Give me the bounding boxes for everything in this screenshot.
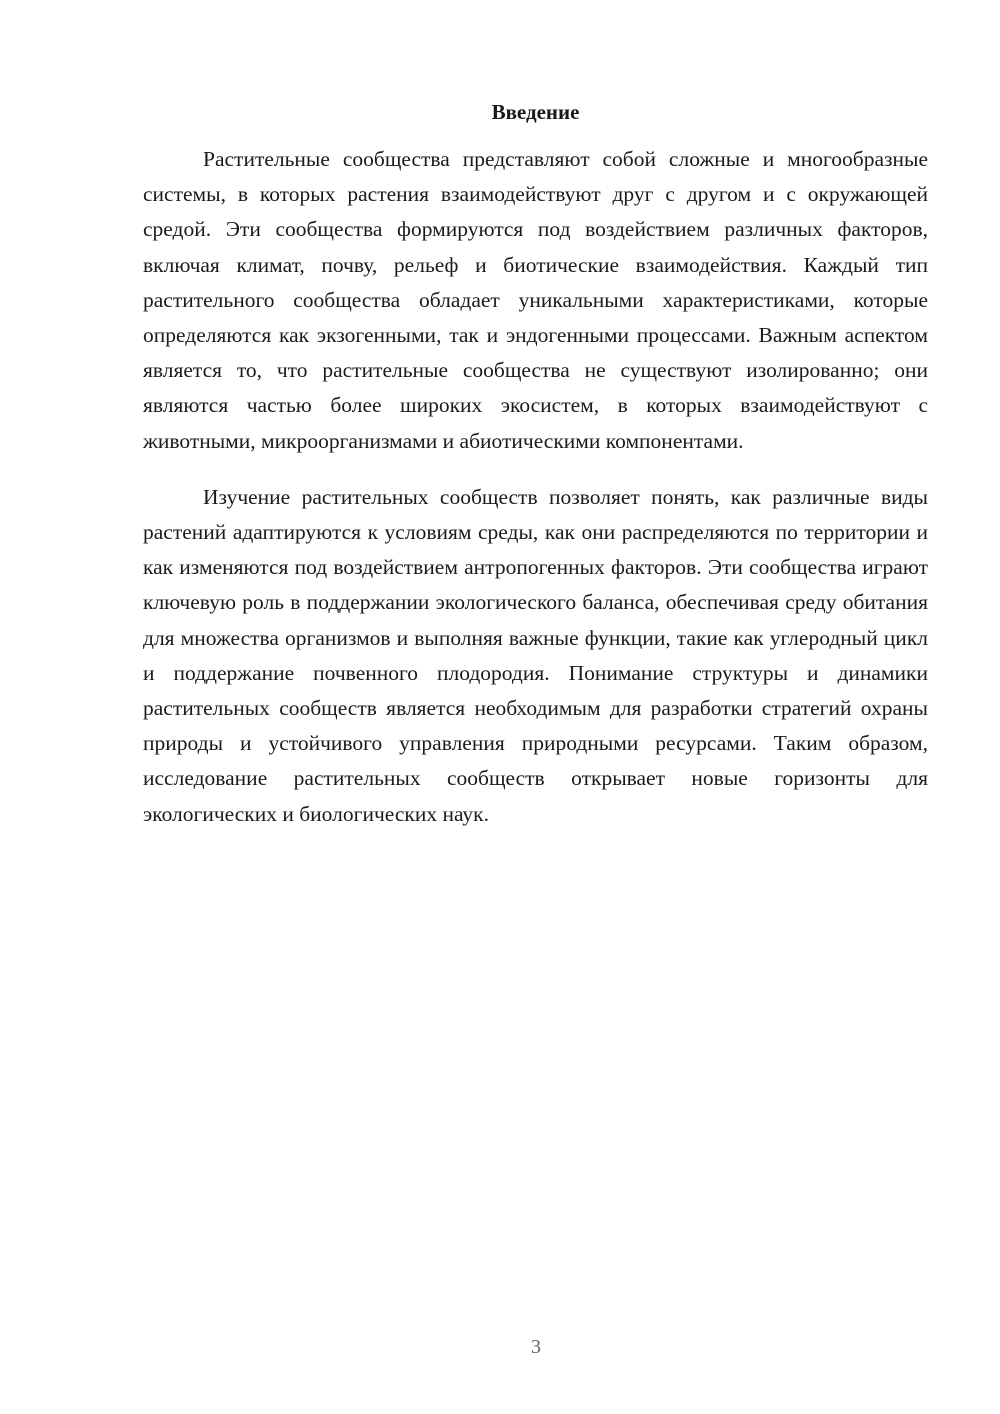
paragraph-1: Растительные сообщества представляют собой сложные и многообразные системы, в которых растения взаимодействуют друг с другом и с окружающей средой. Эти сообщества формируются под воздействием различных факторов, включая климат, почву, рельеф и биотические взаимодействия. Каждый тип растительного сообщества обладает уникальными характеристиками, которые определяются как экзогенными, так и эндогенными процессами. Важным аспектом является то, что растительные сообщества не существуют изолированно; они являются частью более широких экосистем, в которых взаимодействуют с животными, микроорганизмами и абиотическими компонентами. (143, 147, 928, 453)
body-text (143, 142, 928, 832)
paragraph-2: Изучение растительных сообществ позволяет понять, как различные виды растений адаптируются к условиям среды, как они распределяются по территории и как изменяются под воздействием антропогенных факторов. Эти сообщества играют ключевую роль в поддержании экологического баланса, обеспечивая среду обитания для множества организмов и выполняя важные функции, такие как углеродный цикл и поддержание почвенного плодородия. Понимание структуры и динамики растительных сообществ является необходимым для разработки стратегий охраны природы и устойчивого управления природными ресурсами. Таким образом, исследование растительных сообществ открывает новые горизонты для экологических и биологических наук. (143, 484, 928, 826)
section-title: Введение (491, 100, 580, 124)
page-number: 3 (531, 1336, 541, 1358)
